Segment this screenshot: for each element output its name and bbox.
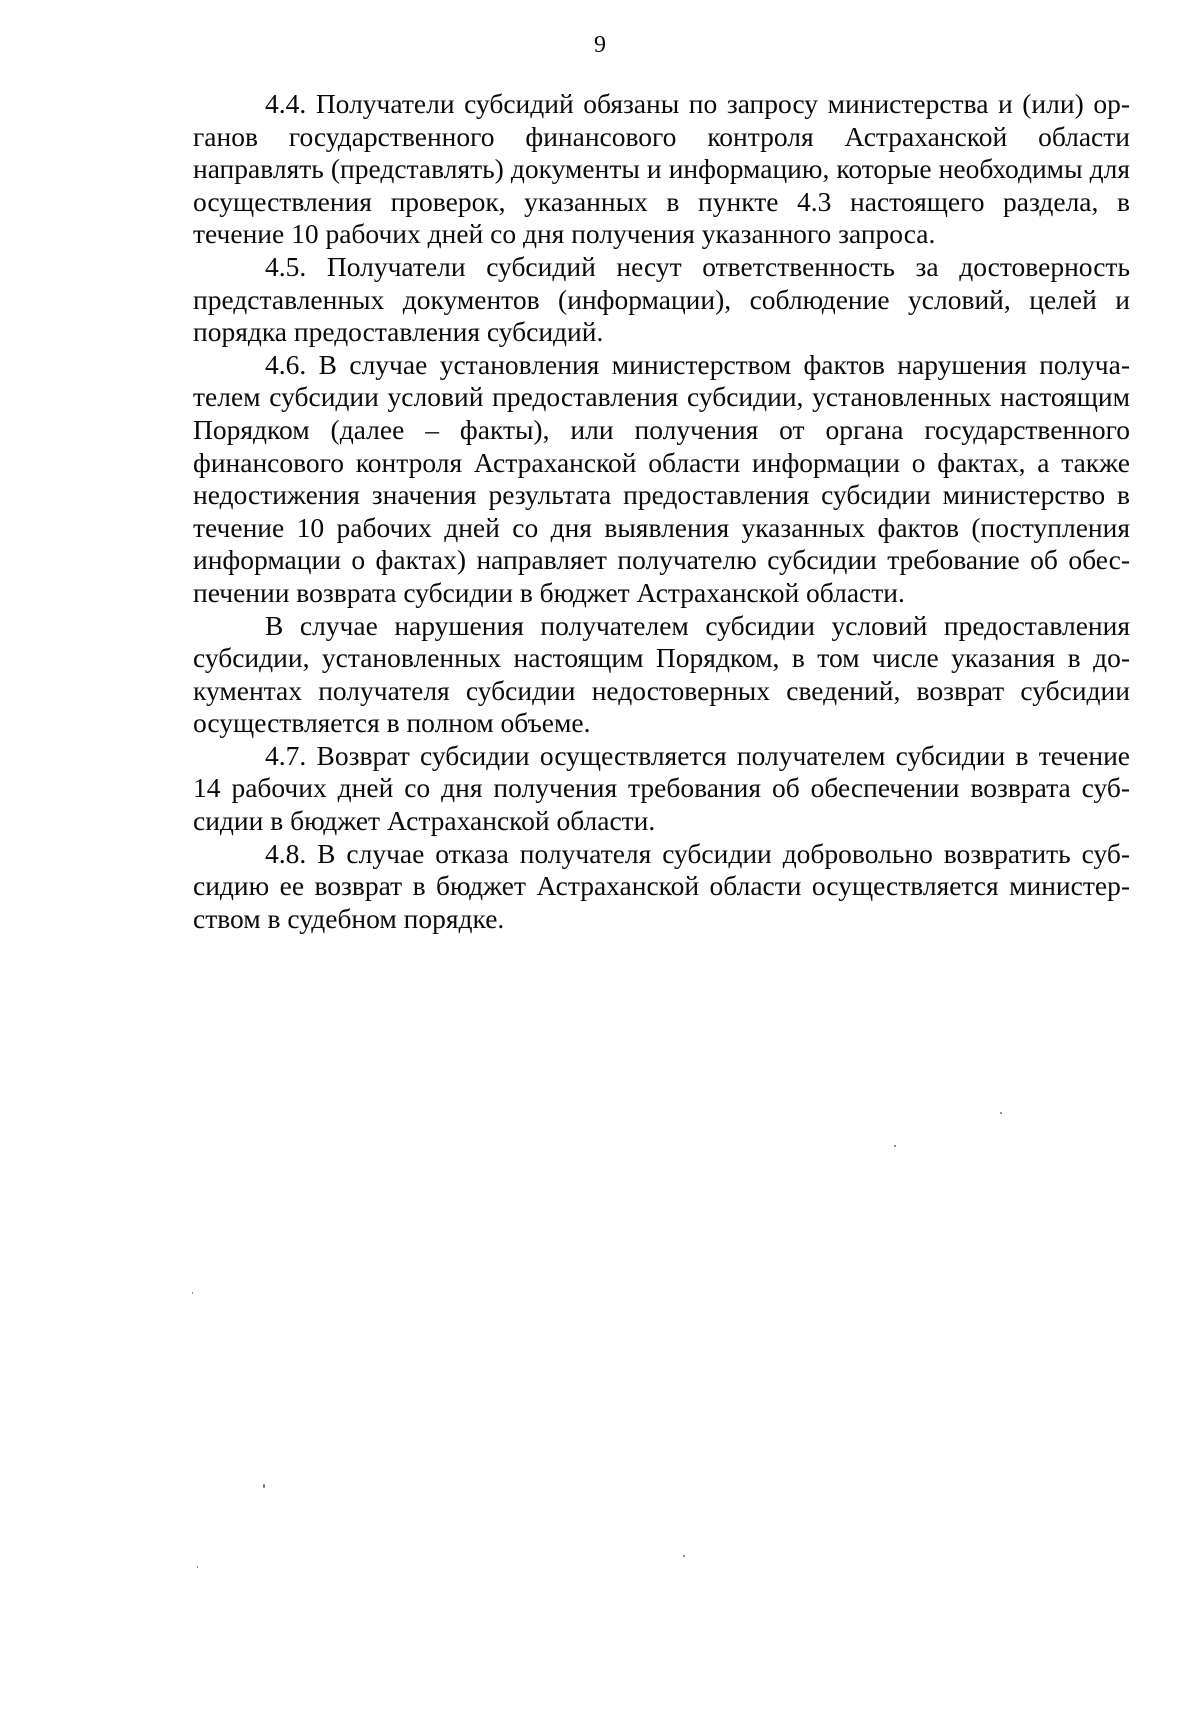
scan-speck — [197, 1566, 198, 1568]
scan-speck — [263, 1484, 265, 1488]
paragraph-4-6-continued: В случае нарушения получателем субсидии условий предоставления субсидии, установленных настоящим Порядком, в том числе указания в документах получателя субсидии недостоверных сведений, возврат субсидии осуществляется в полном объеме. — [193, 609, 1130, 739]
scan-speck — [1000, 1112, 1002, 1114]
scan-speck — [192, 1292, 193, 1294]
document-body — [193, 88, 1130, 935]
paragraph-4-7: 4.7. Возврат субсидии осуществляется получателем субсидии в течение 14 рабочих дней со дня получения требования об обеспечении возврата субсидии в бюджет Астраханской области. — [193, 739, 1130, 837]
scan-speck — [894, 1145, 896, 1147]
paragraph-4-8: 4.8. В случае отказа получателя субсидии добровольно возвратить субсидию ее возврат в бюджет Астраханской области осуществляется министерством в судебном порядке. — [193, 837, 1130, 934]
paragraph-4-4: 4.4. Получатели субсидий обязаны по запросу министерства и (или) органов государственного финансового контроля Астраханской области направлять (представлять) документы и информацию, которые необходимы для осуществления проверок, указанных в пункте 4.3 настоящего раздела, в течение 10 рабочих дней со дня получения указанного запроса. — [193, 88, 1130, 250]
paragraph-4-6: 4.6. В случае установления министерством фактов нарушения получателем субсидии условий предоставления субсидии, установленных настоящим Порядком (далее – факты), или получения от органа государственного финансового контроля Астраханской области информации о фактах, а также недостижения значения результата предоставления субсидии министерство в течение 10 рабочих дней со дня выявления указанных фактов (поступления информации о фактах) направляет получателю субсидии требование об обеспечении возврата субсидии в бюджет Астраханской области. — [193, 348, 1130, 608]
paragraph-4-5: 4.5. Получатели субсидий несут ответственность за достоверность представленных документов (информации), соблюдение условий, целей и порядка предоставления субсидий. — [193, 250, 1130, 348]
page-number: 9 — [594, 32, 606, 58]
scan-speck — [683, 1555, 685, 1557]
